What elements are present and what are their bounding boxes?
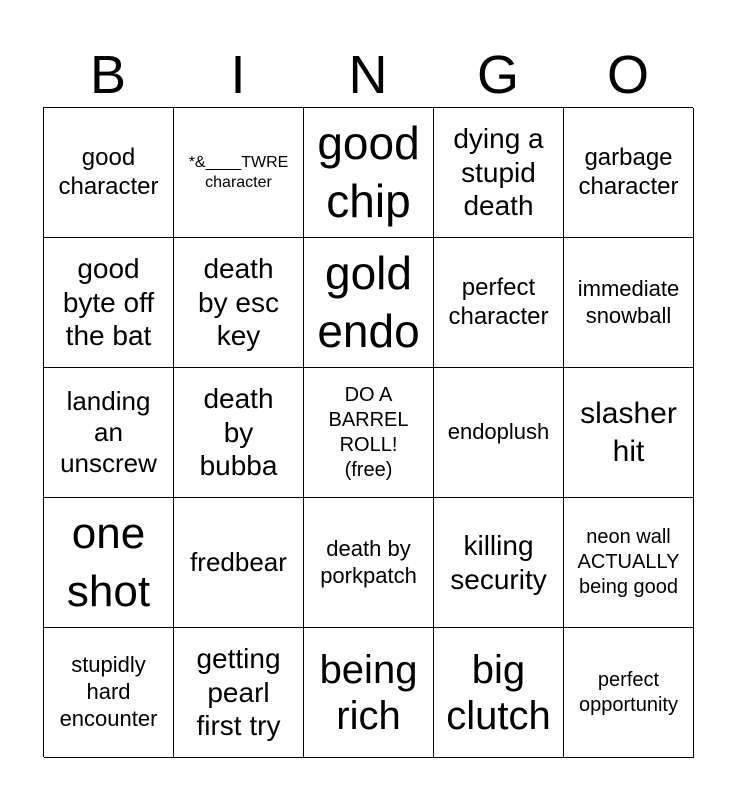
bingo-cell[interactable] [564,498,694,628]
cell-text: dying a stupid death [453,123,544,222]
bingo-cell[interactable] [434,628,564,758]
header-letter-b: B [89,45,127,105]
cell-text: good byte off the bat [62,253,155,352]
cell-text: killing security [450,529,547,595]
cell-text: getting pearl first try [196,643,281,742]
bingo-header [43,44,693,106]
bingo-cell[interactable] [304,108,434,238]
free-space-cell[interactable] [304,368,434,498]
header-letter-n: N [348,45,388,105]
bingo-cell[interactable] [44,498,174,628]
header-letter-g: G [476,45,519,105]
cell-text: landing an unscrew [60,385,157,479]
bingo-cell[interactable] [174,108,304,238]
bingo-cell[interactable] [304,498,434,628]
cell-text: one shot [66,509,151,616]
bingo-cell[interactable] [564,238,694,368]
bingo-cell[interactable] [434,368,564,498]
cell-text: garbage character [578,143,679,200]
bingo-cell[interactable] [434,108,564,238]
bingo-cell[interactable] [44,628,174,758]
bingo-cell[interactable] [44,108,174,238]
cell-text: *&____TWRE character [188,154,289,191]
cell-text: slasher hit [580,397,677,468]
bingo-cell[interactable] [434,238,564,368]
cell-text: perfect character [448,273,549,330]
cell-text: death by esc key [198,253,279,352]
bingo-cell[interactable] [44,368,174,498]
cell-text: being rich [319,647,418,738]
header-letter-o: O [606,45,649,105]
bingo-cell[interactable] [174,498,304,628]
cell-text: immediate snowball [577,275,680,328]
bingo-board [43,107,693,757]
bingo-cell[interactable] [434,498,564,628]
header-letter-i: I [230,45,246,105]
bingo-cell[interactable] [174,238,304,368]
bingo-cell[interactable] [564,108,694,238]
free-space-text: DO A BARREL ROLL! (free) [328,383,409,481]
bingo-cell[interactable] [304,628,434,758]
cell-text: perfect opportunity [579,668,678,716]
bingo-cell[interactable] [564,628,694,758]
cell-text: fredbear [190,546,287,577]
cell-text: stupidly hard encounter [59,652,158,731]
cell-text: death by bubba [199,383,278,482]
bingo-cell[interactable] [44,238,174,368]
bingo-cell[interactable] [304,238,434,368]
cell-text: death by porkpatch [320,535,417,588]
cell-text: good character [58,143,159,200]
cell-text: good chip [317,117,420,227]
cell-text: gold endo [317,247,420,357]
cell-text: big clutch [446,647,551,738]
cell-text: endoplush [447,419,550,445]
cell-text: neon wall ACTUALLY being good [577,526,680,598]
bingo-cell[interactable] [564,368,694,498]
bingo-cell[interactable] [174,368,304,498]
bingo-cell[interactable] [174,628,304,758]
